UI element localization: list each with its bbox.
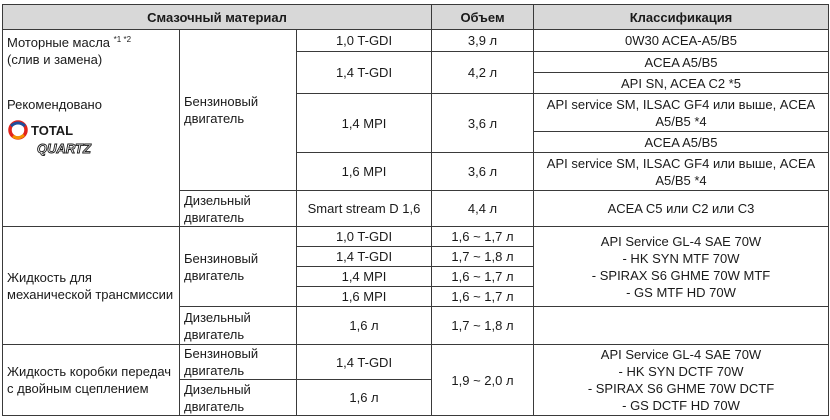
header-row xyxy=(3,5,829,30)
dct-class xyxy=(534,345,829,416)
header-classification: Классификация xyxy=(534,5,829,30)
manual-trans-volume: 1,7 ~ 1,8 л xyxy=(432,307,534,345)
manual-trans-engine: 1,6 л xyxy=(297,307,432,345)
manual-trans-diesel-label: Дизельный двигатель xyxy=(180,307,297,345)
engine-oil-class: 0W30 ACEA-A5/B5 xyxy=(534,30,829,52)
manual-trans-petrol-label: Бензиновый двигатель xyxy=(180,227,297,307)
manual-trans-volume: 1,6 ~ 1,7 л xyxy=(432,287,534,307)
dct-diesel-label: Дизельный двигатель xyxy=(180,380,297,416)
dct-diesel-engine: 1,6 л xyxy=(297,380,432,416)
manual-trans-title: Жидкость для механической трансмиссии xyxy=(3,227,180,345)
engine-oil-class: API service SM, ILSAC GF4 или выше, ACEA A5/B5 *4 xyxy=(534,94,829,132)
manual-trans-engine: 1,0 T-GDI xyxy=(297,227,432,247)
manual-trans-class xyxy=(534,227,829,307)
dct-title: Жидкость коробки передач с двойным сцеплением xyxy=(3,345,180,416)
dct-class-line: - HK SYN DCTF 70W xyxy=(618,364,744,379)
logo-total-text: TOTAL xyxy=(31,123,74,138)
engine-oil-engine: Smart stream D 1,6 xyxy=(297,191,432,227)
engine-oil-volume: 3,9 л xyxy=(432,30,534,52)
engine-oil-class: ACEA A5/B5 xyxy=(534,132,829,153)
logo-quartz-text: QUARTZ xyxy=(37,141,91,156)
engine-oil-class: ACEA A5/B5 xyxy=(534,52,829,73)
engine-oil-engine: 1,4 T-GDI xyxy=(297,52,432,94)
dct-class-line: - GS DCTF HD 70W xyxy=(622,398,740,413)
engine-oil-volume: 4,4 л xyxy=(432,191,534,227)
engine-oil-volume: 3,6 л xyxy=(432,94,534,153)
dct-row xyxy=(3,345,829,380)
dct-volume: 1,9 ~ 2,0 л xyxy=(432,345,534,416)
total-quartz-icon xyxy=(7,119,103,159)
engine-oil-class: API service SM, ILSAC GF4 или выше, ACEA A5/B5 *4 xyxy=(534,153,829,191)
engine-oil-diesel-label: Дизельный двигатель xyxy=(180,191,297,227)
engine-oil-title-cell xyxy=(3,30,180,227)
manual-trans-engine: 1,4 MPI xyxy=(297,267,432,287)
manual-trans-class-empty xyxy=(534,307,829,345)
manual-trans-volume: 1,7 ~ 1,8 л xyxy=(432,247,534,267)
engine-oil-class: ACEA C5 или C2 или C3 xyxy=(534,191,829,227)
recommended-label: Рекомендовано xyxy=(7,97,102,112)
manual-trans-engine: 1,4 T-GDI xyxy=(297,247,432,267)
engine-oil-row xyxy=(3,30,829,52)
lubricant-spec-table xyxy=(2,4,829,416)
manual-trans-engine: 1,6 MPI xyxy=(297,287,432,307)
engine-oil-subtitle: (слив и замена) xyxy=(7,52,103,67)
engine-oil-petrol-label: Бензиновый двигатель xyxy=(180,30,297,191)
dct-class-line: API Service GL-4 SAE 70W xyxy=(600,347,762,362)
manual-trans-class-line: - GS MTF HD 70W xyxy=(626,284,736,300)
header-volume: Объем xyxy=(432,5,534,30)
dct-petrol-engine: 1,4 T-GDI xyxy=(297,345,432,380)
engine-oil-class: API SN, ACEA C2 *5 xyxy=(534,73,829,94)
manual-trans-volume: 1,6 ~ 1,7 л xyxy=(432,267,534,287)
manual-trans-class-line: API Service GL-4 SAE 70W xyxy=(600,233,762,249)
manual-trans-row xyxy=(3,227,829,247)
engine-oil-engine: 1,4 MPI xyxy=(297,94,432,153)
engine-oil-engine: 1,6 MPI xyxy=(297,153,432,191)
manual-trans-volume: 1,6 ~ 1,7 л xyxy=(432,227,534,247)
engine-oil-engine: 1,0 T-GDI xyxy=(297,30,432,52)
engine-oil-title: Моторные масла $^{*1 *2}$ xyxy=(7,35,132,50)
total-quartz-logo xyxy=(7,119,175,159)
engine-oil-volume: 3,6 л xyxy=(432,153,534,191)
engine-oil-volume: 4,2 л xyxy=(432,52,534,94)
dct-petrol-label: Бензиновый двигатель xyxy=(180,345,297,380)
manual-trans-class-line: - SPIRAX S6 GHME 70W MTF xyxy=(591,267,771,283)
manual-trans-class-line: - HK SYN MTF 70W xyxy=(622,250,740,266)
header-material: Смазочный материал xyxy=(3,5,432,30)
dct-class-line: - SPIRAX S6 GHME 70W DCTF xyxy=(587,381,775,396)
